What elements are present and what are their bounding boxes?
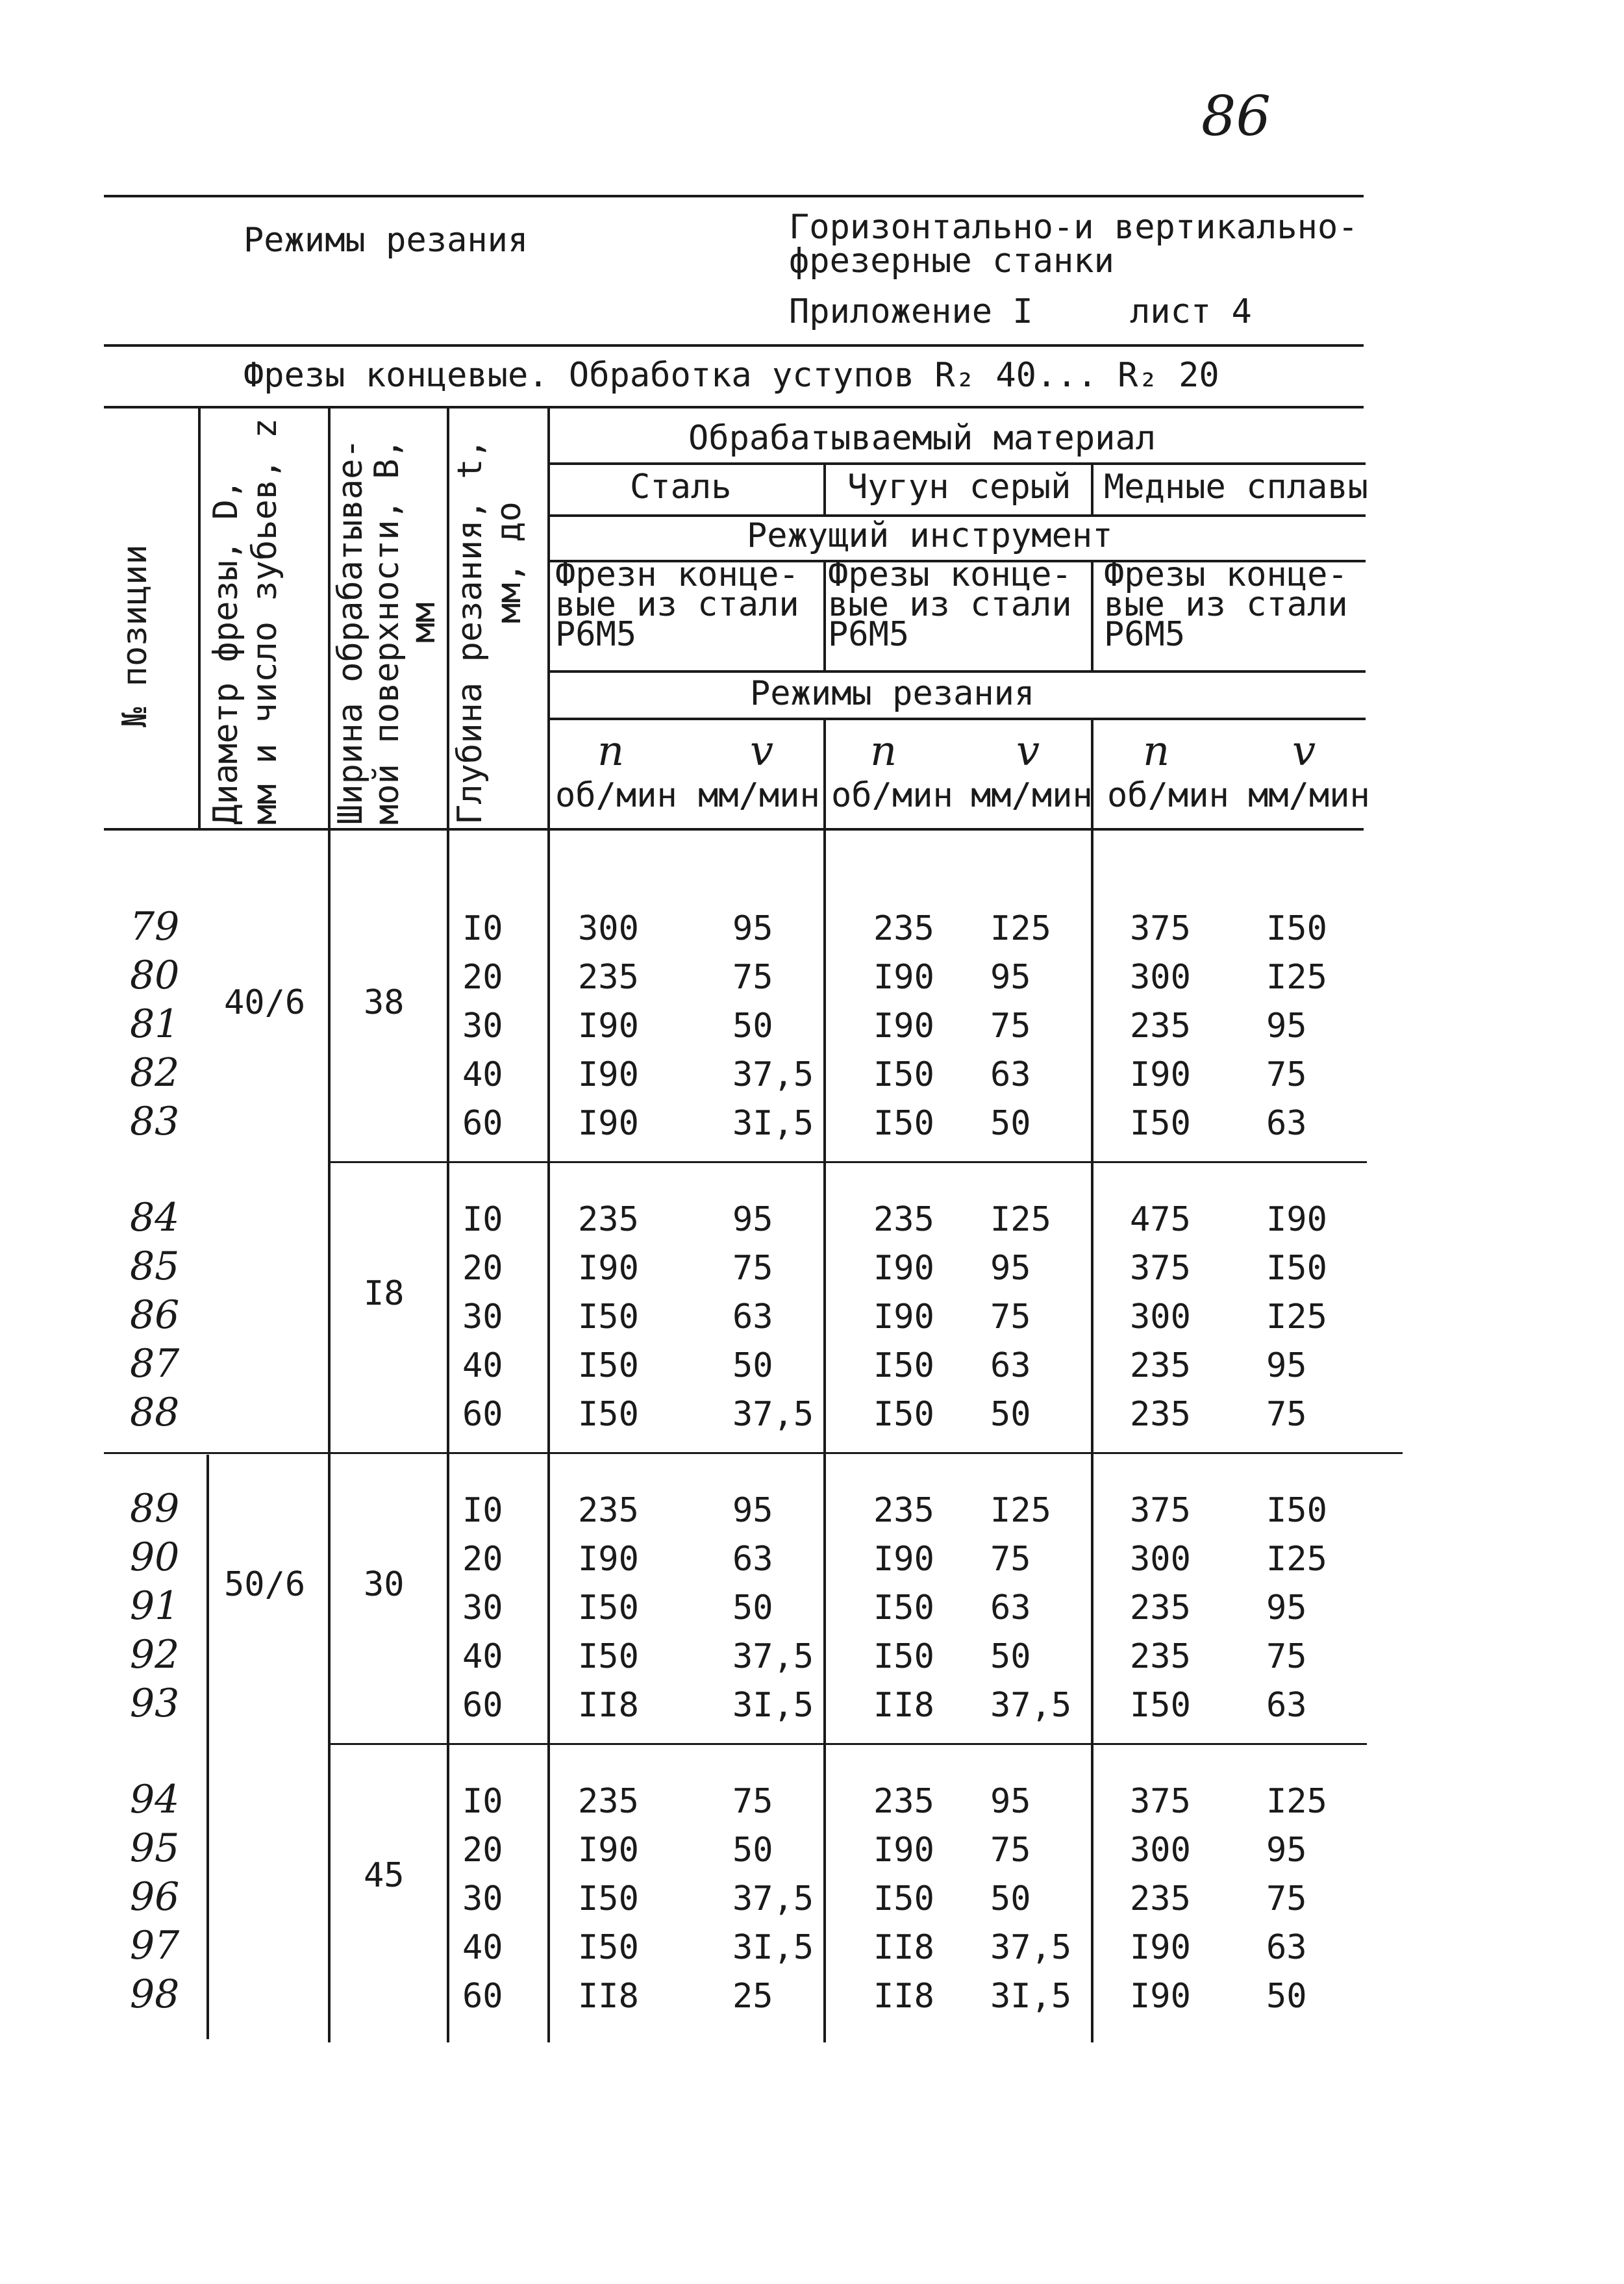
steel-n-value: I50 <box>578 1395 639 1434</box>
copper-v-value: I25 <box>1266 1298 1327 1337</box>
steel-n-value: II8 <box>578 1686 639 1725</box>
cast-v-value: 37,5 <box>990 1928 1072 1967</box>
tool-desc-cast-line2: вые из стали <box>828 585 1072 624</box>
depth-value: 40 <box>462 1928 503 1967</box>
copper-n-value: 375 <box>1130 909 1191 948</box>
copper-v-value: I25 <box>1266 1540 1327 1579</box>
copper-v-value: 50 <box>1266 1977 1307 2016</box>
steel-v-value: 25 <box>732 1977 773 2016</box>
steel-v-value: 3I,5 <box>732 1686 814 1725</box>
copper-v-value: 75 <box>1266 1637 1307 1676</box>
tool-desc-copper-line3: Р6М5 <box>1104 615 1186 654</box>
depth-value: 30 <box>462 1298 503 1337</box>
material-header: Обрабатываемый материал <box>688 419 1156 458</box>
position-number: 88 <box>130 1390 180 1435</box>
steel-v-value: 37,5 <box>732 1637 814 1676</box>
copper-n-value: I90 <box>1130 1928 1191 1967</box>
cast-v-value: 50 <box>990 1637 1031 1676</box>
cast-n-value: I50 <box>873 1395 934 1434</box>
cast-n-value: I50 <box>873 1588 934 1627</box>
copper-n-value: 235 <box>1130 1637 1191 1676</box>
header-right-line1: Горизонтально-и вертикально- <box>789 208 1358 247</box>
copper-v-value: I50 <box>1266 1249 1327 1288</box>
cast-n-value: I90 <box>873 1298 934 1337</box>
col-depth-line1: Глубина резания, t, <box>451 438 490 825</box>
depth-value: I0 <box>462 909 503 948</box>
position-number: 92 <box>130 1632 180 1677</box>
rule-tool-bottom <box>547 670 1366 673</box>
steel-n-value: 235 <box>578 958 639 997</box>
copper-n-value: I50 <box>1130 1686 1191 1725</box>
rule-header-end <box>104 828 1364 831</box>
cast-v-value: 63 <box>990 1055 1031 1094</box>
cast-n-unit: об/мин <box>831 776 953 815</box>
steel-v-unit: мм/мин <box>698 776 820 815</box>
cast-v-value: 63 <box>990 1346 1031 1385</box>
position-number: 97 <box>130 1923 180 1968</box>
diameter-value: 40/6 <box>224 983 306 1022</box>
width-value: 45 <box>364 1856 405 1895</box>
steel-v-value: 75 <box>732 958 773 997</box>
steel-n-symbol: n <box>597 727 625 775</box>
depth-value: 60 <box>462 1395 503 1434</box>
tool-desc-cast-line3: Р6М5 <box>828 615 910 654</box>
copper-v-value: I50 <box>1266 909 1327 948</box>
position-number: 84 <box>130 1195 180 1240</box>
position-number: 79 <box>130 904 180 949</box>
cast-v-value: 75 <box>990 1540 1031 1579</box>
copper-v-symbol: v <box>1292 727 1316 775</box>
copper-n-value: 235 <box>1130 1346 1191 1385</box>
copper-n-value: 375 <box>1130 1782 1191 1821</box>
tool-desc-copper-line2: вые из стали <box>1104 585 1348 624</box>
steel-v-value: 63 <box>732 1540 773 1579</box>
copper-v-value: 75 <box>1266 1879 1307 1918</box>
copper-n-symbol: n <box>1143 727 1170 775</box>
steel-n-value: I50 <box>578 1298 639 1337</box>
col-width-line3: мм <box>404 602 443 643</box>
cast-n-value: I90 <box>873 1540 934 1579</box>
position-number: 94 <box>130 1777 180 1822</box>
cast-n-value: I90 <box>873 1831 934 1870</box>
cast-v-value: 3I,5 <box>990 1977 1072 2016</box>
steel-n-value: I50 <box>578 1588 639 1627</box>
steel-n-value: I90 <box>578 1249 639 1288</box>
tool-desc-cast-line1: Фрезы конце- <box>828 555 1072 594</box>
position-number: 93 <box>130 1681 180 1726</box>
copper-v-unit: мм/мин <box>1248 776 1370 815</box>
position-number: 96 <box>130 1874 180 1920</box>
steel-header: Сталь <box>630 468 732 507</box>
steel-v-value: 50 <box>732 1346 773 1385</box>
position-number: 85 <box>130 1244 180 1289</box>
cast-n-value: 235 <box>873 1200 934 1239</box>
depth-value: 60 <box>462 1686 503 1725</box>
steel-n-value: 235 <box>578 1782 639 1821</box>
vline-data-cast <box>1091 718 1093 2042</box>
copper-v-value: 75 <box>1266 1395 1307 1434</box>
group-separator <box>328 1743 1367 1745</box>
col-position: № позиции <box>116 544 155 727</box>
copper-n-value: I90 <box>1130 1977 1191 2016</box>
copper-n-value: 235 <box>1130 1879 1191 1918</box>
copper-n-value: 475 <box>1130 1200 1191 1239</box>
copper-header: Медные сплавы <box>1104 468 1368 507</box>
position-number: 83 <box>130 1099 180 1144</box>
steel-v-value: 37,5 <box>732 1395 814 1434</box>
steel-n-value: 300 <box>578 909 639 948</box>
steel-v-value: 37,5 <box>732 1055 814 1094</box>
position-number: 80 <box>130 953 180 998</box>
col-depth-line2: мм, до <box>490 501 529 623</box>
depth-value: 20 <box>462 1831 503 1870</box>
depth-value: 40 <box>462 1055 503 1094</box>
header-sheet: лист 4 <box>1130 292 1252 331</box>
tool-desc-cast <box>828 555 1072 654</box>
position-number: 95 <box>130 1826 180 1871</box>
steel-v-value: 95 <box>732 1491 773 1530</box>
position-number: 90 <box>130 1535 180 1580</box>
depth-value: 20 <box>462 958 503 997</box>
position-number: 98 <box>130 1972 180 2017</box>
steel-n-value: I50 <box>578 1879 639 1918</box>
depth-value: 30 <box>462 1588 503 1627</box>
cast-v-value: 63 <box>990 1588 1031 1627</box>
rule-subtitle-bottom <box>104 406 1364 408</box>
cast-n-value: II8 <box>873 1977 934 2016</box>
cast-v-value: 75 <box>990 1831 1031 1870</box>
steel-n-value: I90 <box>578 1540 639 1579</box>
copper-n-value: I90 <box>1130 1055 1191 1094</box>
col-width-line2: мой поверхности, B, <box>368 438 406 825</box>
copper-n-value: 375 <box>1130 1249 1191 1288</box>
vline-data-steel <box>823 718 826 2042</box>
cast-v-value: 95 <box>990 958 1031 997</box>
copper-n-value: I50 <box>1130 1104 1191 1143</box>
subtitle: Фрезы концевые. Обработка уступов R₂ 40... R₂ 20 <box>244 356 1219 395</box>
vline-body-left <box>206 1455 209 2039</box>
copper-v-value: 63 <box>1266 1928 1307 1967</box>
rule-material <box>547 462 1366 465</box>
modes-header: Режимы резания <box>750 674 1035 713</box>
vline-4 <box>547 406 550 2042</box>
vline-1 <box>198 406 201 828</box>
vline-cast <box>1091 462 1093 514</box>
depth-value: 20 <box>462 1249 503 1288</box>
steel-v-value: 37,5 <box>732 1879 814 1918</box>
position-number: 87 <box>130 1341 180 1387</box>
group-separator <box>328 1161 1367 1163</box>
depth-value: 30 <box>462 1879 503 1918</box>
width-value: 38 <box>364 983 405 1022</box>
cast-n-value: 235 <box>873 909 934 948</box>
copper-v-value: 95 <box>1266 1346 1307 1385</box>
copper-n-value: 375 <box>1130 1491 1191 1530</box>
cast-n-value: I90 <box>873 958 934 997</box>
position-number: 82 <box>130 1050 180 1096</box>
steel-v-value: 3I,5 <box>732 1928 814 1967</box>
tool-desc-copper <box>1104 555 1348 654</box>
steel-n-value: I50 <box>578 1637 639 1676</box>
rule-modes <box>547 718 1366 720</box>
steel-n-value: I50 <box>578 1346 639 1385</box>
copper-n-value: 235 <box>1130 1007 1191 1046</box>
cast-v-symbol: v <box>1016 727 1040 775</box>
steel-n-value: II8 <box>578 1977 639 2016</box>
tool-desc-steel <box>555 555 799 654</box>
vline-tool-1 <box>823 560 826 670</box>
copper-v-value: 63 <box>1266 1686 1307 1725</box>
col-width-line1: Ширина обрабатывае- <box>331 438 370 825</box>
copper-v-value: I25 <box>1266 958 1327 997</box>
steel-n-value: 235 <box>578 1491 639 1530</box>
steel-v-value: 95 <box>732 1200 773 1239</box>
vline-steel <box>823 462 826 514</box>
copper-n-value: 235 <box>1130 1588 1191 1627</box>
vline-tool-2 <box>1091 560 1093 670</box>
col-diameter-line1: Диаметр фрезы, D, <box>206 479 245 825</box>
depth-value: I0 <box>462 1491 503 1530</box>
header-appendix: Приложение I <box>789 292 1033 331</box>
depth-value: I0 <box>462 1200 503 1239</box>
cast-v-value: 95 <box>990 1249 1031 1288</box>
cast-v-unit: мм/мин <box>971 776 1093 815</box>
header-left: Режимы резания <box>244 221 529 260</box>
vline-3 <box>447 406 449 2042</box>
diameter-value: 50/6 <box>224 1565 306 1604</box>
tool-desc-copper-line1: Фрезы конце- <box>1104 555 1348 594</box>
cast-n-value: I50 <box>873 1104 934 1143</box>
cast-v-value: I25 <box>990 1200 1051 1239</box>
copper-n-value: 300 <box>1130 958 1191 997</box>
steel-n-value: I90 <box>578 1104 639 1143</box>
rule-header-bottom <box>104 344 1364 347</box>
copper-v-value: 63 <box>1266 1104 1307 1143</box>
copper-v-value: I25 <box>1266 1782 1327 1821</box>
cast-n-value: I50 <box>873 1637 934 1676</box>
position-number: 81 <box>130 1001 180 1047</box>
cast-n-value: 235 <box>873 1782 934 1821</box>
page-number: 86 <box>1201 84 1271 148</box>
steel-n-unit: об/мин <box>555 776 677 815</box>
col-diameter-line2: мм и число зубьев, z <box>245 418 284 825</box>
tool-desc-steel-line2: вые из стали <box>555 585 799 624</box>
depth-value: 40 <box>462 1637 503 1676</box>
cast-v-value: 95 <box>990 1782 1031 1821</box>
depth-value: 40 <box>462 1346 503 1385</box>
copper-n-value: 300 <box>1130 1298 1191 1337</box>
copper-v-value: I90 <box>1266 1200 1327 1239</box>
depth-value: 20 <box>462 1540 503 1579</box>
cast-n-value: II8 <box>873 1928 934 1967</box>
cast-n-symbol: n <box>870 727 897 775</box>
position-number: 86 <box>130 1292 180 1338</box>
copper-n-value: 300 <box>1130 1831 1191 1870</box>
steel-n-value: I50 <box>578 1928 639 1967</box>
steel-v-value: 95 <box>732 909 773 948</box>
depth-value: 60 <box>462 1977 503 2016</box>
copper-n-unit: об/мин <box>1107 776 1229 815</box>
steel-v-value: 75 <box>732 1782 773 1821</box>
depth-value: 60 <box>462 1104 503 1143</box>
steel-v-value: 50 <box>732 1007 773 1046</box>
cast-v-value: 50 <box>990 1395 1031 1434</box>
depth-value: 30 <box>462 1007 503 1046</box>
cast-n-value: I50 <box>873 1055 934 1094</box>
cast-iron-header: Чугун серый <box>847 468 1071 507</box>
cast-v-value: I25 <box>990 1491 1051 1530</box>
steel-n-value: I90 <box>578 1007 639 1046</box>
copper-n-value: 235 <box>1130 1395 1191 1434</box>
steel-n-value: I90 <box>578 1831 639 1870</box>
rule-top <box>104 195 1364 197</box>
tool-header: Режущий инструмент <box>747 516 1113 555</box>
header-right-line2: фрезерные станки <box>789 242 1114 281</box>
copper-v-value: 75 <box>1266 1055 1307 1094</box>
cast-n-value: I90 <box>873 1007 934 1046</box>
cast-n-value: II8 <box>873 1686 934 1725</box>
width-value: I8 <box>364 1274 405 1313</box>
tool-desc-steel-line3: Р6М5 <box>555 615 637 654</box>
steel-n-value: 235 <box>578 1200 639 1239</box>
vline-2 <box>328 406 331 2042</box>
steel-v-value: 63 <box>732 1298 773 1337</box>
cast-v-value: 75 <box>990 1007 1031 1046</box>
steel-v-value: 50 <box>732 1831 773 1870</box>
copper-v-value: 95 <box>1266 1588 1307 1627</box>
steel-n-value: I90 <box>578 1055 639 1094</box>
copper-v-value: I50 <box>1266 1491 1327 1530</box>
cast-v-value: 50 <box>990 1879 1031 1918</box>
cast-n-value: I50 <box>873 1879 934 1918</box>
cast-n-value: I90 <box>873 1249 934 1288</box>
cast-v-value: 50 <box>990 1104 1031 1143</box>
steel-v-value: 50 <box>732 1588 773 1627</box>
position-number: 91 <box>130 1583 180 1629</box>
width-value: 30 <box>364 1565 405 1604</box>
cast-n-value: I50 <box>873 1346 934 1385</box>
position-number: 89 <box>130 1486 180 1531</box>
cast-v-value: 75 <box>990 1298 1031 1337</box>
steel-v-value: 3I,5 <box>732 1104 814 1143</box>
copper-v-value: 95 <box>1266 1831 1307 1870</box>
copper-n-value: 300 <box>1130 1540 1191 1579</box>
depth-value: I0 <box>462 1782 503 1821</box>
cast-v-value: 37,5 <box>990 1686 1072 1725</box>
cast-n-value: 235 <box>873 1491 934 1530</box>
tool-desc-steel-line1: Фрезн конце- <box>555 555 799 594</box>
steel-v-value: 75 <box>732 1249 773 1288</box>
cast-v-value: I25 <box>990 909 1051 948</box>
group-separator <box>104 1452 1403 1454</box>
steel-v-symbol: v <box>750 727 774 775</box>
copper-v-value: 95 <box>1266 1007 1307 1046</box>
